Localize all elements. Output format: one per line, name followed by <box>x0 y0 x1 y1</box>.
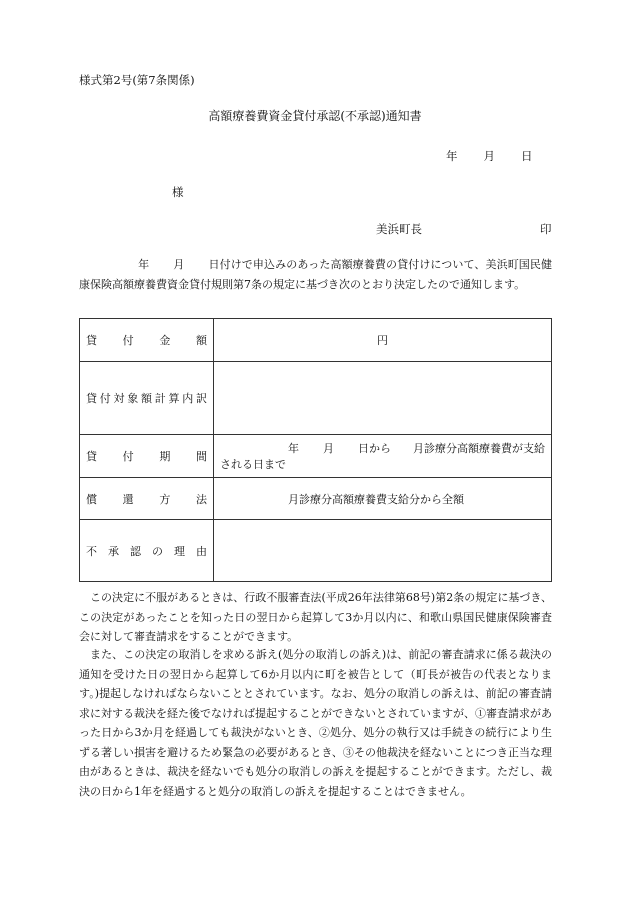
intro-paragraph <box>79 255 552 294</box>
loan-amount-value: 円 <box>214 319 552 362</box>
addressee: 様 <box>172 185 184 199</box>
rejection-reason-value <box>214 520 552 582</box>
document-title: 高額療養費資金貸付承認(不承認)通知書 <box>208 109 422 123</box>
issuer-name: 美浜町長 <box>376 222 422 236</box>
seal-mark: 印 <box>540 222 552 236</box>
issue-date <box>446 148 533 164</box>
appeal-notice-paragraph: この決定に不服があるときは、行政不服審査法(平成26年法律第68号)第2条の規定に基づき、この決定があったことを知った日の翌日から起算して3か月以内に、和歌山県国民健康保険審査会に対して審査請求をすることができます。 <box>79 591 552 643</box>
intro-year: 年 <box>138 258 150 271</box>
row-label: 不 承 認 の 理 由 <box>80 520 214 582</box>
lawsuit-notice-paragraph: また、この決定の取消しを求める訴え(処分の取消しの訴え)は、前記の審査請求に係る裁決の通知を受けた日の翌日から起算して6か月以内に町を被告として（町長が被告の代表となります。)提起しなければならないこととされています。なお、処分の取消しの訴えは、前記の審査請求に対する裁決を経た後でなければ提起することができないとされていますが、①審査請求があった日から3か月を経過しても裁決がないとき、②処分、処分の執行又は手続きの続行により生ずる著しい損害を避けるため緊急の必要があるとき、③その他裁決を経ないことにつき正当な理由があるときは、裁決を経ないでも処分の取消しの訴えを提起することができます。ただし、裁決の日から1年を経過すると処分の取消しの訴えを提起することはできません。 <box>79 648 552 798</box>
intro-month: 月 <box>173 258 185 271</box>
table-row <box>80 435 552 478</box>
table-row <box>80 319 552 362</box>
date-month: 月 <box>483 149 495 163</box>
calculation-breakdown-value <box>214 362 552 435</box>
loan-period-value: 年 月 日から 月診療分高額療養費が支給される日まで <box>214 435 552 478</box>
table-row <box>80 362 552 435</box>
row-label: 貸 付 期 間 <box>80 435 214 478</box>
date-day: 日 <box>521 149 533 163</box>
intro-text: 日付けで申込みのあった高額療養費の貸付けについて、美浜町国民健康保険高額療養費資金貸付規則第7条の規定に基づき次のとおり決定したので通知します。 <box>79 258 552 291</box>
row-label: 貸 付 金 額 <box>80 319 214 362</box>
loan-details-table <box>79 318 552 582</box>
row-label: 貸 付 対 象 額 計 算 内 訳 <box>80 362 214 435</box>
repayment-method-value: 月診療分高額療養費支給分から全額 <box>214 478 552 520</box>
table-row <box>80 520 552 582</box>
date-year: 年 <box>446 149 458 163</box>
row-label: 償 還 方 法 <box>80 478 214 520</box>
form-number: 様式第2号(第7条関係) <box>79 73 195 87</box>
table-row <box>80 478 552 520</box>
